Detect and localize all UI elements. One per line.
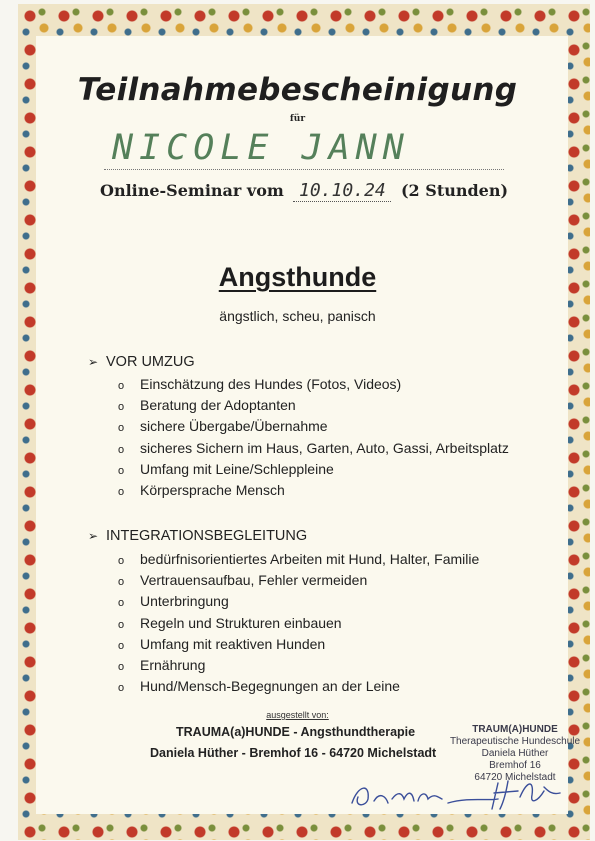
for-label: für <box>289 114 306 124</box>
list-item <box>118 480 509 501</box>
circle-bullet-icon: o <box>118 401 125 414</box>
list-item-text: sicheres Sichern im Haus, Garten, Auto, Gassi, Arbeitsplatz <box>140 439 509 456</box>
course-heading-text: Angsthunde <box>218 262 377 292</box>
circle-bullet-icon: o <box>118 660 125 673</box>
stamp-line: TRAUM(A)HUNDE <box>472 724 558 735</box>
circle-bullet-icon: o <box>118 380 125 392</box>
circle-bullet-icon: o <box>118 464 125 477</box>
stamp-line: Therapeutische Hundeschule <box>449 736 581 747</box>
list-item-text: Körpersprache Mensch <box>140 481 285 498</box>
seminar-date: 10.10.24 <box>293 180 391 202</box>
list-item <box>118 634 479 655</box>
stamp-line: Daniela Hüther <box>481 748 549 759</box>
section-title: VOR UMZUG <box>106 354 195 370</box>
list-item-text: Unterbringung <box>140 593 229 610</box>
course-heading <box>0 262 595 293</box>
seminar-line <box>100 180 508 202</box>
list-item <box>118 374 509 395</box>
section-heading-vor-umzug <box>88 354 195 370</box>
list-item <box>118 655 479 676</box>
certificate-title: Teilnahmebescheinigung <box>77 72 518 108</box>
list-item <box>118 395 509 416</box>
list-item <box>118 459 509 480</box>
seminar-duration: (2 Stunden) <box>400 181 509 200</box>
section-heading-integrationsbegleitung <box>88 528 307 544</box>
list-item-text: Vertrauensaufbau, Fehler vermeiden <box>140 572 368 589</box>
circle-bullet-icon: o <box>118 422 125 435</box>
arrow-bullet-icon: ➢ <box>88 355 99 369</box>
arrow-bullet-icon: ➢ <box>88 529 99 543</box>
section-list-vor-umzug <box>118 374 509 501</box>
section-list-integrationsbegleitung <box>118 549 479 697</box>
circle-bullet-icon: o <box>118 443 125 456</box>
list-item-text: bedürfnisorientiertes Arbeiten mit Hund, Halter, Familie <box>140 551 480 567</box>
list-item <box>118 416 509 437</box>
circle-bullet-icon: o <box>118 555 125 567</box>
seminar-prefix: Online-Seminar vom <box>100 181 284 200</box>
list-item-text: Hund/Mensch-Begegnungen an der Leine <box>140 678 400 695</box>
issuer-address: Daniela Hüther - Bremhof 16 - 64720 Michelstadt <box>150 746 437 760</box>
list-item-text: Beratung der Adoptanten <box>140 397 296 414</box>
list-item <box>118 570 479 591</box>
circle-bullet-icon: o <box>118 485 125 498</box>
signature-stroke <box>352 781 560 809</box>
list-item-text: Ernährung <box>140 656 206 673</box>
circle-bullet-icon: o <box>118 597 125 610</box>
section-title: INTEGRATIONSBEGLEITUNG <box>106 528 308 544</box>
list-item <box>118 591 479 612</box>
participant-name: NICOLE JANN <box>112 128 410 168</box>
list-item-text: Umfang mit reaktiven Hunden <box>140 635 326 652</box>
list-item-text: Umfang mit Leine/Schleppleine <box>140 460 334 477</box>
name-dotted-line <box>104 169 504 170</box>
list-item-text: Regeln und Strukturen einbauen <box>140 614 342 631</box>
list-item <box>118 549 479 570</box>
issuer-name: TRAUMA(a)HUNDE - Angsthundtherapie <box>176 725 416 739</box>
list-item-text: Einschätzung des Hundes (Fotos, Videos) <box>140 376 402 392</box>
circle-bullet-icon: o <box>118 682 125 695</box>
list-item <box>118 438 509 459</box>
handwritten-signature <box>348 773 568 813</box>
circle-bullet-icon: o <box>118 639 125 652</box>
circle-bullet-icon: o <box>118 618 125 631</box>
stamp-line: Bremhof 16 <box>489 760 541 771</box>
list-item <box>118 613 479 634</box>
circle-bullet-icon: o <box>118 576 125 589</box>
course-subtitle: ängstlich, scheu, panisch <box>219 308 376 324</box>
list-item-text: sichere Übergabe/Übernahme <box>140 418 328 435</box>
issued-by-label: ausgestellt von: <box>266 710 329 720</box>
stamp-line: 64720 Michelstadt <box>474 772 556 783</box>
list-item <box>118 676 479 697</box>
